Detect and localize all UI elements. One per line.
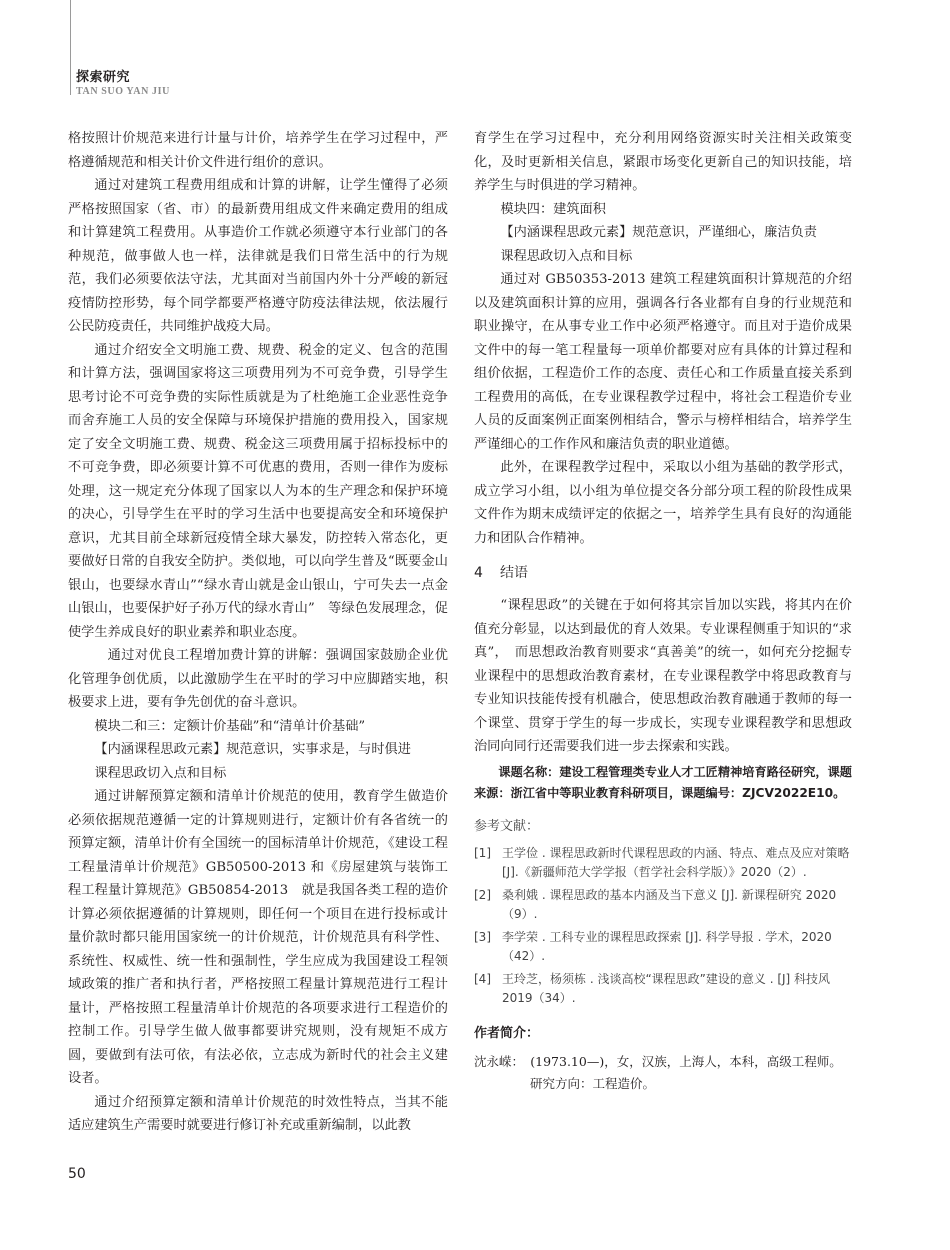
author-research-direction: 研究方向：工程造价。 <box>530 1075 656 1091</box>
reference-text: 王学俭 . 课程思政新时代课程思政的内涵、特点、难点及应对策略 [J].《新疆师范大学学报（哲学社会科学版）》2020（2）. <box>502 845 850 879</box>
author-bio <box>474 1051 852 1095</box>
module-heading: 模块四：建筑面积 <box>500 201 606 217</box>
paragraph: 此外，在课程教学过程中，采取以小组为基础的教学形式，成立学习小组，以小组为单位提交各分部分项工程的阶段性成果文件作为期末成绩评定的依据之一，培养学生具有良好的沟通能力和团队合作精神。 <box>474 460 852 546</box>
reference-text: 李学荣 . 工科专业的课程思政探索 [J]. 科学导报 . 学术，2020（42）. <box>502 929 832 963</box>
reference-item <box>474 928 852 967</box>
reference-item <box>474 886 852 925</box>
left-column <box>68 127 448 1138</box>
right-column <box>474 127 852 1095</box>
conclusion-number: 4 <box>474 565 483 581</box>
reference-number: [1] <box>474 845 491 860</box>
reference-item <box>474 844 852 883</box>
page-number: 50 <box>68 1166 86 1182</box>
conclusion-paragraph: “课程思政”的关键在于如何将其宗旨加以实践，将其内在价值充分彰显，以达到最优的育人效果。专业课程侧重于知识的“求真”， 而思想政治教育则要求“真善美”的统一，如何充分挖掘专业课程中的思想政治教育素材，在专业课程教学中将思政教育与专业知识技能传授有机融合，使思想政治教育融通于教师的每一个课堂、贯穿于学生的每一步成长，实现专业课程教学和思想政治同向同行还需要我们进一步去探索和实践。 <box>474 598 852 754</box>
paragraph: 格按照计价规范来进行计量与计价，培养学生在学习过程中，严格遵循规范和相关计价文件进行组价的意识。 <box>68 131 448 170</box>
reference-text: 王玲芝，杨须栋 . 浅谈高校“课程思政”建设的意义 . [J] 科技风 2019（34）. <box>502 971 831 1005</box>
paragraph: 通过介绍安全文明施工费、规费、税金的定义、包含的范围和计算方法，强调国家将这三项费用列为不可竞争费，引导学生思考讨论不可竞争费的实际性质就是为了杜绝施工企业恶性竞争而舍弃施工人员的安全保障与环境保护措施的费用投入，国家规定了安全文明施工费、规费、税金这三项费用属于招标投标中的不可竞争费，即必须要计算不可优惠的费用，否则一律作为废标处理，这一规定充分体现了国家以人为本的生产理念和保护环境的决心，引导学生在平时的学习生活中也要提高安全和环境保护意识，尤其目前全球新冠疫情全球大暴发，防控转入常态化，更要做好日常的自我安全防护。类似地，可以向学生普及“既要金山银山，也要绿水青山”“绿水青山就是金山银山，宁可失去一点金山银山，也要保护好子孙万代的绿水青山” 等绿色发展理念，促使学生养成良好的职业素养和职业态度。 <box>68 342 448 640</box>
paragraph: 通过对优良工程增加费计算的讲解：强调国家鼓励企业优化管理争创优质，以此激励学生在平时的学习中应脚踏实地，积极要求上进，要有争先创优的奋斗意识。 <box>68 648 448 710</box>
paragraph: 通过对 GB50353-2013 建筑工程建筑面积计算规范的介绍以及建筑面积计算的应用，强调各行各业都有自身的行业规范和职业操守，在从事专业工作中必须严格遵守。而且对于造价成果文件中的每一笔工程量每一项单价都要对应有具体的计算过程和组价依据，工程造价工作的态度、责任心和工作质量直接关系到工程费用的高低，在专业课程教学过程中，将社会工程造价专业人员的反面案例正面案例相结合，警示与榜样相结合，培养学生严谨细心的工作作风和廉洁负责的职业道德。 <box>474 272 852 452</box>
author-line: 沈永嵘： (1973.10—)，女，汉族，上海人，本科，高级工程师。 <box>474 1053 842 1069</box>
subheading: 课程思政切入点和目标 <box>500 248 633 264</box>
module-heading: 模块二和三：定额计价基础”和“清单计价基础” <box>94 718 366 734</box>
project-info: 课题名称：建设工程管理类专业人才工匠精神培育路径研究，课题来源：浙江省中等职业教育科研项目，课题编号：ZJCV2022E10。 <box>474 764 852 800</box>
author-title: 作者简介： <box>474 1025 540 1041</box>
reference-number: [2] <box>474 887 491 902</box>
paragraph: 通过对建筑工程费用组成和计算的讲解，让学生懂得了必须严格按照国家（省、市）的最新费用组成文件来确定费用的组成和计算建筑工程费用。从事造价工作就必须遵守本行业部门的各种规范，做事做人也一样，法律就是我们日常生活中的行为规范，我们必须要依法守法，尤其面对当前国内外十分严峻的新冠疫情防控形势，每个同学都要严格遵守防疫法律法规，依法履行公民防疫责任，共同维护战疫大局。 <box>68 178 448 334</box>
conclusion-heading <box>474 562 852 584</box>
reference-number: [4] <box>474 971 491 986</box>
section-title: 探索研究 <box>76 70 131 85</box>
ideology-elements: 【内涵课程思政元素】规范意识，实事求是，与时俱进 <box>94 742 411 757</box>
references-title: 参考文献： <box>474 818 540 834</box>
reference-number: [3] <box>474 929 491 944</box>
ideology-elements: 【内涵课程思政元素】规范意识，严谨细心，廉洁负责 <box>500 225 817 240</box>
paragraph: 育学生在学习过程中，充分利用网络资源实时关注相关政策变化，及时更新相关信息，紧跟市场变化更新自己的知识技能，培养学生与时俱进的学习精神。 <box>474 131 852 193</box>
reference-text: 桑利娥 . 课程思政的基本内涵及当下意义 [J]. 新课程研究 2020（9）. <box>502 887 837 921</box>
header-vertical-rule <box>70 0 71 95</box>
section-title-pinyin: TAN SUO YAN JIU <box>76 86 170 97</box>
paragraph: 通过讲解预算定额和清单计价规范的使用，教育学生做造价必须依据规范遵循一定的计算规则进行，定额计价有各省统一的预算定额，清单计价有全国统一的国标清单计价规范，《建设工程工程量清单计价规范》GB50500-2013 和《房屋建筑与装饰工程工程量计算规范》GB50854-2013 就是我国各类工程的造价计算必须依据遵循的计算规则，即任何一个项目在进行投标或计量价款时都只能用国家统一的计价规范，计价规范具有科学性、系统性、权威性、统一性和强制性，学生应成为我国建设工程领域政策的推广者和执行者，严格按照工程量计算规范进行工程计量计，严格按照工程量清单计价规范的各项要求进行工程造价的控制工作。引导学生做人做事都要讲究规则，没有规矩不成方圆，要做到有法可依，有法必依，立志成为新时代的社会主义建设者。 <box>68 789 448 1086</box>
conclusion-title: 结语 <box>500 565 528 581</box>
reference-item <box>474 970 852 1009</box>
subheading: 课程思政切入点和目标 <box>94 765 227 781</box>
paragraph: 通过介绍预算定额和清单计价规范的时效性特点，当其不能适应建筑生产需要时就要进行修订补充或重新编制，以此教 <box>68 1094 448 1133</box>
